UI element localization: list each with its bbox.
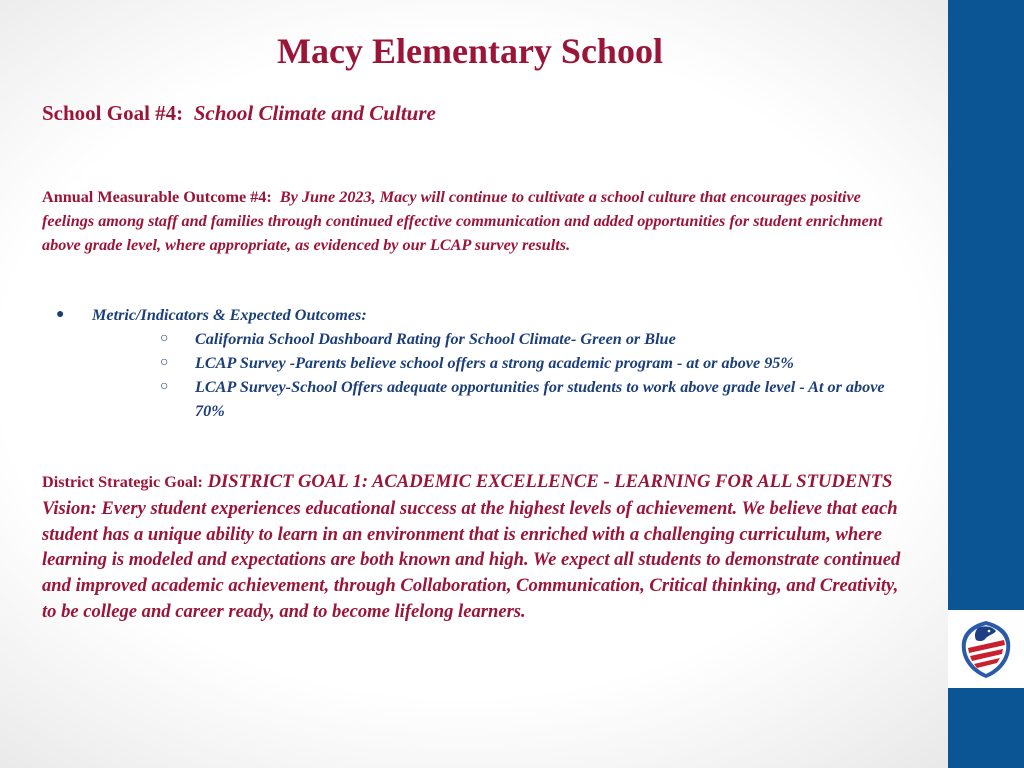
metrics-heading-item [42,303,922,327]
metric-text: California School Dashboard Rating for School Climate- Green or Blue [195,330,676,348]
school-goal-name: School Climate and Culture [193,101,436,125]
school-goal-label: School Goal #4: [42,101,184,125]
circle-bullet-icon: ○ [160,331,169,346]
school-goal [42,101,436,126]
circle-bullet-icon: ○ [160,355,169,370]
circle-bullet-icon: ○ [160,379,169,394]
bullet-icon: ● [56,307,65,322]
metric-text: LCAP Survey-School Offers adequate opportunities for students to work above grade level - At or above 70% [195,378,885,420]
eagle-shield-icon [958,618,1014,680]
metric-item [42,327,895,351]
metric-text: LCAP Survey -Parents believe school offers a strong academic program - at or above 95% [195,354,794,372]
metric-item [42,351,895,375]
annual-outcome [42,185,912,257]
annual-outcome-text: By June 2023, Macy will continue to cultivate a school culture that encourages positive feelings among staff and families through continued effective communication and added opportunities for student enrichment above grade level, where appropriate, as evidenced by our LCAP survey results. [42,188,883,254]
district-goal [42,469,912,625]
metrics-list [42,303,922,423]
annual-outcome-label: Annual Measurable Outcome #4: [42,188,272,206]
district-goal-text: DISTRICT GOAL 1: ACADEMIC EXCELLENCE - LEARNING FOR ALL STUDENTS Vision: Every student experiences educational success at the highest levels of achievement. We believe that each student has a unique ability to learn in an environment that is enriched with a challenging curriculum, where learning is modeled and expectations are both known and high. We expect all students to demonstrate continued and improved academic achievement, through Collaboration, Communication, Critical thinking, and Creativity, to be college and career ready, and to become lifelong learners. [42,471,901,622]
district-logo [948,610,1024,688]
metrics-heading: Metric/Indicators & Expected Outcomes: [92,306,367,324]
page-title: Macy Elementary School [277,31,663,71]
district-goal-label: District Strategic Goal: [42,473,203,491]
metric-item [42,375,895,423]
